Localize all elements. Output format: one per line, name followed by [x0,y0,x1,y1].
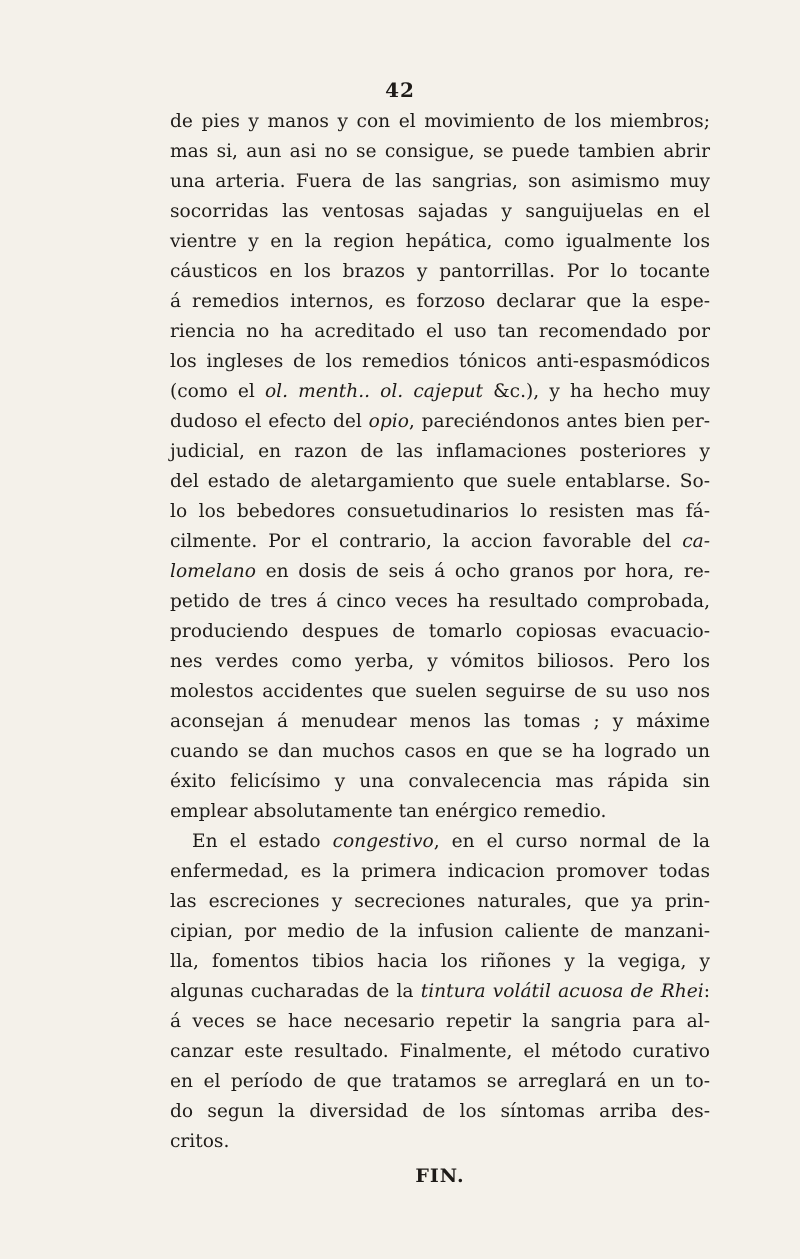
text-line: vientre y en la region hepática, como igualmente los [170,231,710,252]
text-line: los ingleses de los remedios tónicos anti-espasmódicos [170,351,710,372]
italic-term: ca- [682,531,710,552]
text-line: cáusticos en los brazos y pantorrillas. Por lo tocante [170,261,710,282]
body-text [170,107,710,1191]
text-line: riencia no ha acreditado el uso tan recomendado por [170,321,710,342]
text-line: En el estado congestivo, en el curso normal de la [192,831,710,852]
text-line: nes verdes como yerba, y vómitos biliosos. Pero los [170,651,710,672]
text-line: canzar este resultado. Finalmente, el método curativo [170,1041,710,1062]
text-line: mas si, aun asi no se consigue, se puede tambien abrir [170,141,710,162]
text-line: en el período de que tratamos se arreglará en un to- [170,1071,710,1092]
text-line: produciendo despues de tomarlo copiosas evacuacio- [170,621,710,642]
text-line: molestos accidentes que suelen seguirse de su uso nos [170,681,710,702]
italic-term: lomelano [170,561,256,582]
page-number: 42 [385,78,415,102]
text-line: de pies y manos y con el movimiento de los miembros; [170,111,710,132]
text-line: petido de tres á cinco veces ha resultado comprobada, [170,591,710,612]
end-mark: FIN. [415,1165,465,1187]
text-line: lomelano en dosis de seis á ocho granos por hora, re- [170,561,710,582]
text-line: do segun la diversidad de los síntomas arriba des- [170,1101,710,1122]
text-line: las escreciones y secreciones naturales, que ya prin- [170,891,710,912]
text-line: socorridas las ventosas sajadas y sanguijuelas en el [170,201,710,222]
text-line: judicial, en razon de las inflamaciones posteriores y [170,441,710,462]
text-line: enfermedad, es la primera indicacion promover todas [170,861,710,882]
text-line: (como el ol. menth.. ol. cajeput &c.), y ha hecho muy [170,381,710,402]
text-line: lla, fomentos tibios hacia los riñones y la vegiga, y [170,951,710,972]
text-line: cilmente. Por el contrario, la accion favorable del ca- [170,531,710,552]
text-line: emplear absolutamente tan enérgico remedio. [170,801,607,822]
text-line: cipian, por medio de la infusion caliente de manzani- [170,921,710,942]
text-line: á veces se hace necesario repetir la sangria para al- [170,1011,710,1032]
text-line: una arteria. Fuera de las sangrias, son asimismo muy [170,171,710,192]
text-line: éxito felicísimo y una convalecencia mas rápida sin [170,771,710,792]
text-line: cuando se dan muchos casos en que se ha logrado un [170,741,710,762]
text-line: aconsejan á menudear menos las tomas ; y máxime [170,711,710,732]
text-line: á remedios internos, es forzoso declarar que la espe- [170,291,710,312]
italic-term: tintura volátil acuosa de Rhei [420,981,704,1002]
text-line: dudoso el efecto del opio, pareciéndonos antes bien per- [170,411,710,432]
italic-term: congestivo [332,831,434,852]
text-line: del estado de aletargamiento que suele entablarse. So- [170,471,710,492]
text-line: algunas cucharadas de la tintura volátil acuosa de Rhei: [170,981,710,1002]
text-line: critos. [170,1131,230,1152]
text-line: lo los bebedores consuetudinarios lo resisten mas fá- [170,501,710,522]
italic-term: ol. menth.. ol. cajeput [264,381,483,402]
italic-term: opio [368,411,409,432]
